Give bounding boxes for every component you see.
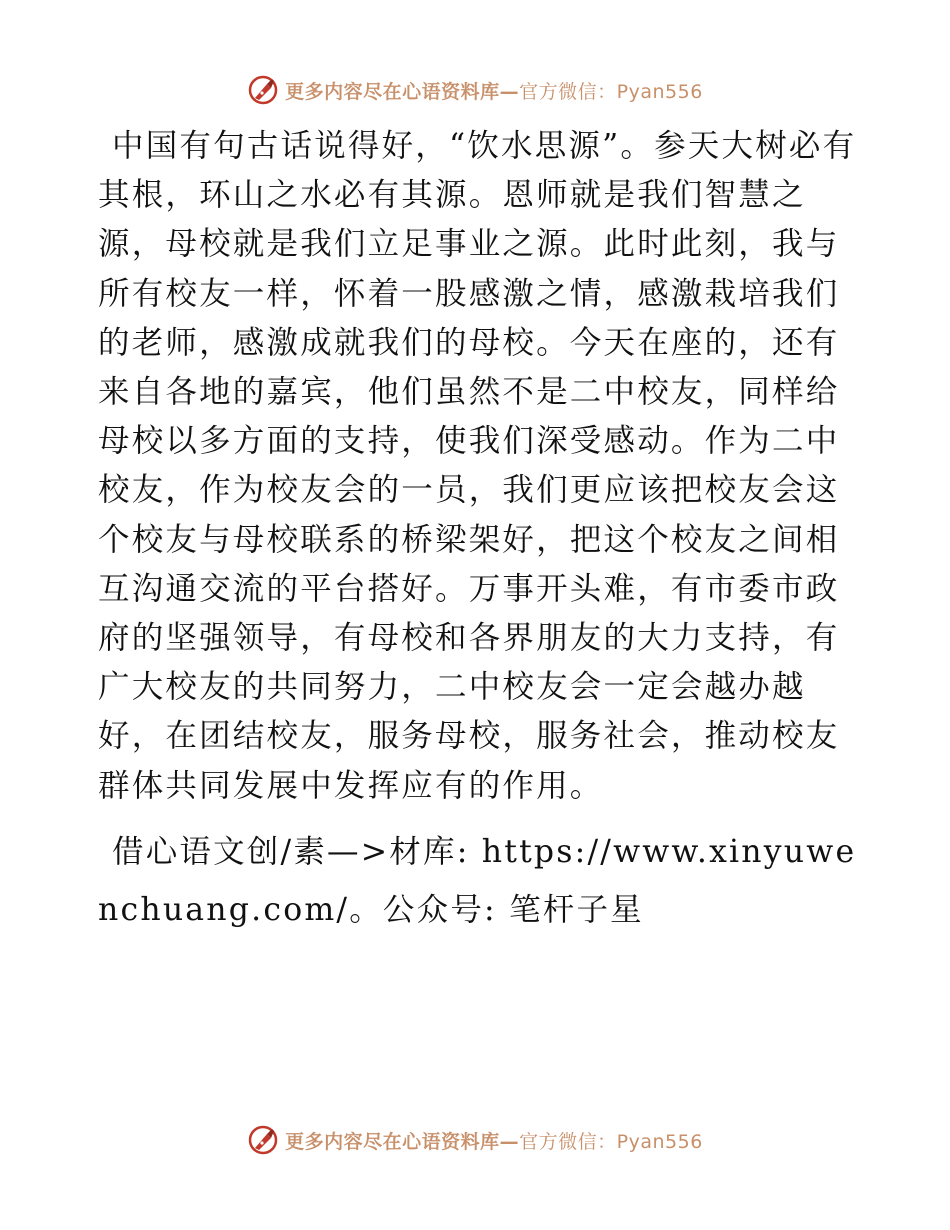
footer-banner [0, 1120, 950, 1160]
footer-banner-text [285, 1127, 703, 1154]
footer-banner-separator: — [499, 1130, 520, 1153]
header-banner-text [285, 77, 703, 104]
document-body [98, 122, 858, 939]
header-banner-main: 更多内容尽在心语资料库 [285, 80, 500, 103]
footer-banner-main: 更多内容尽在心语资料库 [285, 1130, 500, 1153]
main-paragraph: 中国有句古话说得好，“饮水思源”。参天大树必有其根，环山之水必有其源。恩师就是我们智慧之源，母校就是我们立足事业之源。此时此刻，我与所有校友一样，怀着一股感激之情，感激栽培我们的老师，感激成就我们的母校。今天在座的，还有来自各地的嘉宾，他们虽然不是二中校友，同样给母校以多方面的支持，使我们深受感动。作为二中校友，作为校友会的一员，我们更应该把校友会这个校友与母校联系的桥梁架好，把这个校友之间相互沟通交流的平台搭好。万事开头难，有市委市政府的坚强领导，有母校和各界朋友的大力支持，有广大校友的共同努力，二中校友会一定会越办越好，在团结校友，服务母校，服务社会，推动校友群体共同发展中发挥应有的作用。 [98, 128, 857, 804]
header-banner-wechat: 官方微信：Pyan556 [519, 80, 703, 103]
header-banner [0, 70, 950, 110]
footer-banner-wechat: 官方微信：Pyan556 [519, 1130, 703, 1153]
header-banner-inner [247, 74, 703, 106]
source-line: 借心语文创/素—>材库: https://www.xinyuwenchuang.com/。公众号: 笔杆子星 [98, 833, 857, 928]
header-banner-separator: — [499, 80, 520, 103]
footer-banner-inner [247, 1124, 703, 1156]
pen-nib-logo-icon [247, 1124, 279, 1156]
pen-nib-logo-icon [247, 74, 279, 106]
